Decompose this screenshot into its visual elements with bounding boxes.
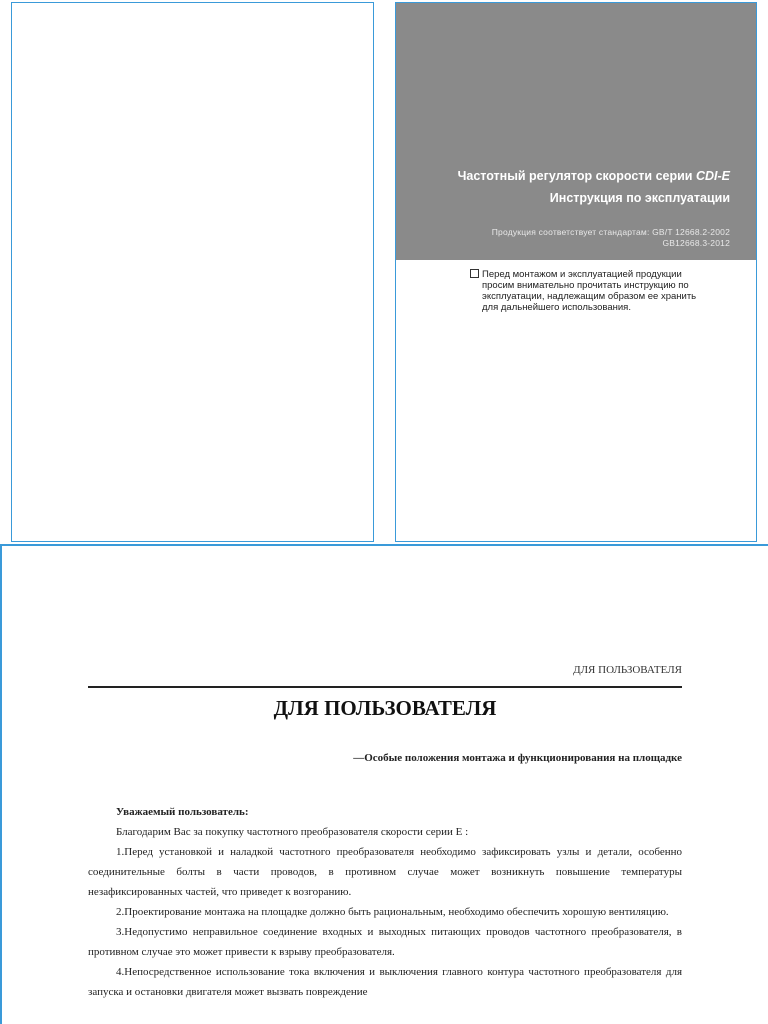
cover-title (458, 165, 730, 209)
cover-page (395, 2, 757, 542)
body-text (88, 802, 682, 1002)
note-line-1: Перед монтажом и эксплуатацией продукции (482, 269, 682, 280)
running-header: ДЛЯ ПОЛЬЗОВАТЕЛЯ (573, 664, 682, 676)
cover-standards (492, 227, 730, 249)
page-title: ДЛЯ ПОЛЬЗОВАТЕЛЯ (273, 696, 497, 720)
standards-line2: GB12668.3-2012 (662, 238, 730, 248)
standards-line1: Продукция соответствует стандартам: GB/T 12668.2-2002 (491, 227, 730, 237)
cover-model-name: CDI-E (695, 169, 730, 183)
cover-title-line2: Инструкция по эксплуатации (549, 191, 730, 205)
paragraph-1: 1.Перед установкой и наладкой частотного преобразователя необходимо зафиксировать узлы и детали, особенно соединительные болты в части проводов, в противном случае может возникнуть повышение температуры незафиксированных частей, что приведет к возгоранию. (88, 846, 682, 898)
note-line-2: просим внимательно прочитать инструкцию по (482, 280, 689, 291)
header-rule (88, 686, 682, 688)
note-line-3: эксплуатации, надлежащим образом ее хранить (482, 291, 697, 302)
paragraph-2: 2.Проектирование монтажа на площадке должно быть рациональным, необходимо обеспечить хорошую вентиляцию. (116, 906, 669, 918)
left-blank-page (11, 2, 374, 542)
page-subtitle: —Особые положения монтажа и функционирования на площадке (353, 752, 682, 764)
cover-title-band (396, 3, 756, 260)
cover-note (470, 269, 740, 313)
checkbox-icon (470, 269, 479, 278)
cover-title-line1: Частотный регулятор скорости серии (457, 169, 696, 183)
note-line-4: для дальнейшего использования. (482, 302, 631, 313)
greeting: Уважаемый пользователь: (116, 806, 249, 818)
paragraph-intro: Благодарим Вас за покупку частотного преобразователя скорости серии E : (116, 826, 469, 838)
paragraph-3: 3.Недопустимо неправильное соединение входных и выходных питающих проводов частотного преобразователя, в противном случае это может привести к взрыву преобразователя. (88, 926, 682, 958)
paragraph-4: 4.Непосредственное использование тока включения и выключения главного контура частотного преобразователя для запуска и остановки двигателя может вызвать повреждение (88, 966, 682, 998)
